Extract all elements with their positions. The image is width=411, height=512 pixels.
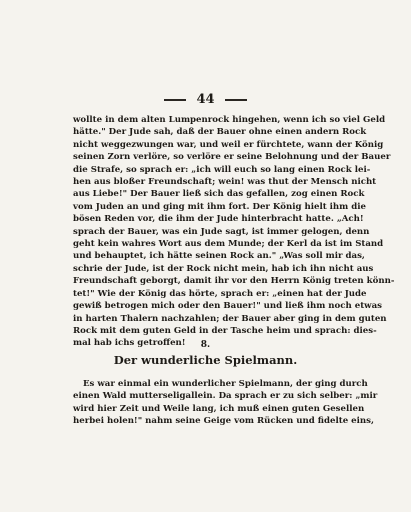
text-line: hätte." Der Jude sah, daß der Bauer ohne einen andern Rock xyxy=(73,127,367,138)
text-line: gewiß betrogen mich oder den Bauer!" und ließ ihm noch etwas xyxy=(73,301,382,312)
text-line: wird hier Zeit und Weile lang, ich muß einen guten Gesellen xyxy=(73,403,365,414)
text-line: wollte in dem alten Lumpenrock hingehen, wenn ich so viel Geld xyxy=(73,115,386,125)
section-number: 8. xyxy=(200,340,211,350)
text-line: Es war einmal ein wunderlicher Spielmann, der ging durch xyxy=(83,379,368,389)
text-line: sprach der Bauer, was ein Jude sagt, ist immer gelogen, denn xyxy=(73,226,370,237)
text-line: nicht weggezwungen war, und weil er fürchtete, wann der König xyxy=(73,139,384,150)
header-dash-right xyxy=(225,99,247,101)
text-line: in harten Thalern nachzahlen; der Bauer aber ging in dem guten xyxy=(73,313,387,324)
text-line: tet!" Wie der König das hörte, sprach er: „einen hat der Jude xyxy=(73,288,367,299)
text-line: geht kein wahres Wort aus dem Munde; der Kerl da ist im Stand xyxy=(73,239,384,250)
text-line: einen Wald mutterseligallein. Da sprach er zu sich selber: „mir xyxy=(73,391,378,402)
text-line: und behauptet, ich hätte seinen Rock an." „Was soll mir das, xyxy=(73,251,365,262)
text-line: vom Juden an und ging mit ihm fort. Der König hielt ihm die xyxy=(73,201,367,212)
text-line: seinen Zorn verlöre, so verlöre er seine Belohnung und der Bauer xyxy=(73,152,391,163)
text-line: Freundschaft geborgt, damit ihr vor den Herrn König treten könn- xyxy=(73,276,395,287)
page-header xyxy=(0,92,411,107)
text-line: die Strafe, so sprach er: „ich will euch so lang einen Rock lei- xyxy=(73,164,371,175)
text-line: aus Liebe!" Der Bauer ließ sich das gefallen, zog einen Rock xyxy=(73,189,365,200)
text-line: hen aus bloßer Freundschaft; wein! was thut der Mensch nicht xyxy=(73,177,377,188)
page-number: 44 xyxy=(196,92,215,107)
text-line: herbei holen!" nahm seine Geige vom Rücken und fidelte eins, xyxy=(73,416,374,427)
section-title: Der wunderliche Spielmann. xyxy=(113,353,298,367)
section-body-text xyxy=(73,378,378,428)
text-line: mal hab ichs getroffen! xyxy=(73,338,186,349)
text-line: Rock mit dem guten Geld in der Tasche heim und sprach: dies- xyxy=(73,325,377,336)
header-dash-left xyxy=(164,99,186,101)
text-line: bösen Reden vor, die ihm der Jude hinterbracht hatte. „Ach! xyxy=(73,214,364,225)
text-line: schrie der Jude, ist der Rock nicht mein, hab ich ihn nicht aus xyxy=(73,263,374,274)
body-text xyxy=(73,114,395,350)
